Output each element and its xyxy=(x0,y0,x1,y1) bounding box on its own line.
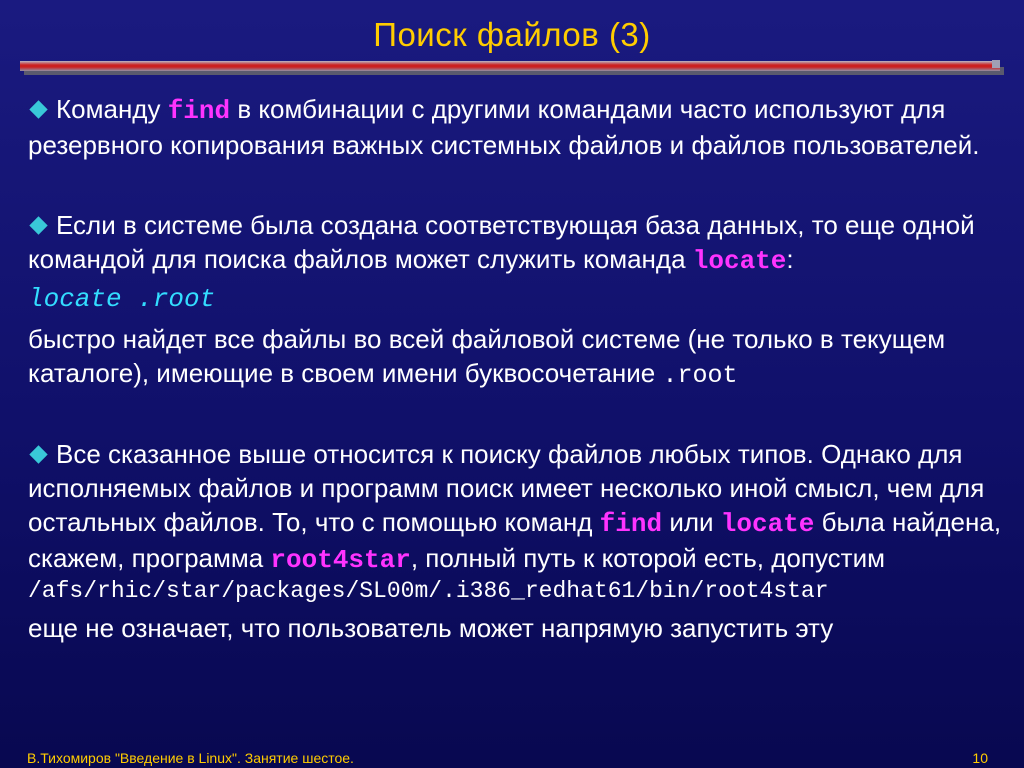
text: была найдена, скажем, программа xyxy=(28,507,1002,573)
slide-title: Поиск файлов (3) xyxy=(373,16,651,53)
file-path: /afs/rhic/star/packages/SL00m/.i386_redhat61/bin/root4star xyxy=(28,578,829,604)
slide-body xyxy=(28,92,1003,645)
paragraph-locate-result xyxy=(28,322,1003,393)
text: или xyxy=(662,507,721,537)
text: в комбинации с другими командами часто используют для резервного копирования важных системных файлов и файлов пользователей. xyxy=(28,94,980,160)
diamond-bullet-icon xyxy=(29,216,47,234)
paragraph-find xyxy=(28,92,1003,162)
command-find: find xyxy=(167,96,231,126)
title-divider xyxy=(20,61,1004,77)
divider-cap xyxy=(992,60,1000,68)
pattern-root: .root xyxy=(662,361,738,390)
paragraph-executables xyxy=(28,437,1003,577)
text: , полный путь к которой есть, допустим xyxy=(410,543,885,573)
command-locate: locate xyxy=(720,509,815,539)
text: : xyxy=(786,244,794,274)
code-example: locate .root xyxy=(28,284,216,314)
paragraph-continued: еще не означает, что пользователь может напрямую запустить эту xyxy=(28,613,834,643)
diamond-bullet-icon xyxy=(29,100,47,118)
spacer xyxy=(28,393,1003,437)
paragraph-locate xyxy=(28,208,1003,278)
program-name: root4star xyxy=(270,545,411,575)
text: Все сказанное выше относится к поиску файлов любых типов. Однако для исполняемых файлов и программ поиск имеет несколько иной смысл, чем для остальных файлов. То, что с помощью команд xyxy=(28,439,985,537)
page-number: 10 xyxy=(972,750,988,766)
spacer xyxy=(28,162,1003,208)
text: Команду xyxy=(56,94,168,124)
divider-bar xyxy=(20,61,1000,71)
text: быстро найдет все файлы во всей файловой системе (не только в текущем каталоге), имеющие в своем имени буквосочетание xyxy=(28,324,946,388)
command-locate: locate xyxy=(692,246,787,276)
text: Если в системе была создана соответствующая база данных, то еще одной командой для поиска файлов может служить команда xyxy=(28,210,975,274)
footer-credit: В.Тихомиров "Введение в Linux". Занятие шестое. xyxy=(27,750,354,766)
diamond-bullet-icon xyxy=(29,445,47,463)
command-find: find xyxy=(599,509,663,539)
